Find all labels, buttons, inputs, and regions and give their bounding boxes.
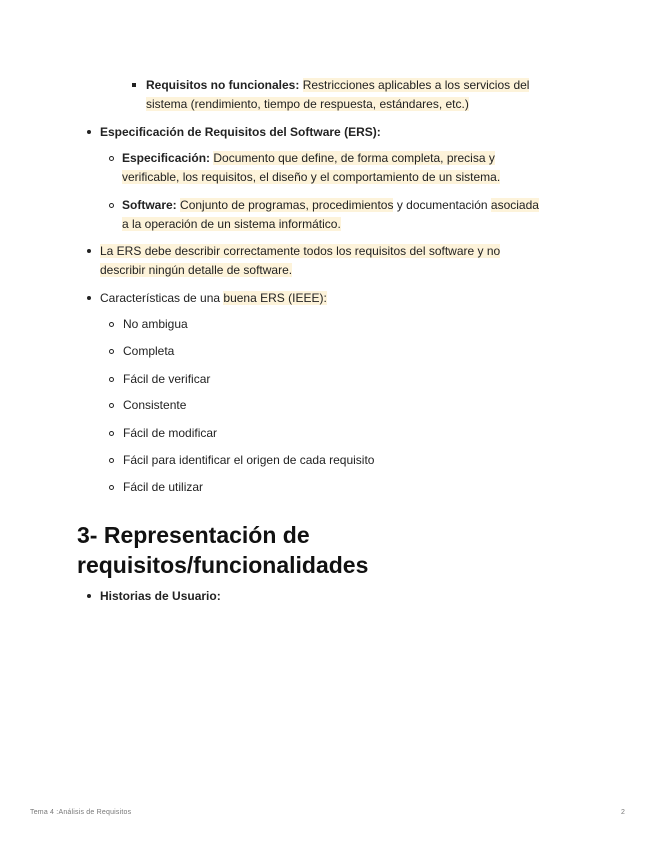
feature-text: Fácil para identificar el origen de cada requisito <box>123 453 375 467</box>
list-bullet <box>87 249 91 253</box>
feature-text: Consistente <box>123 398 187 412</box>
item-text-continued: verificable, los requisitos, el diseño y el comportamiento de un sistema. <box>122 170 501 184</box>
list-bullet <box>109 431 114 436</box>
feature-text: Completa <box>123 344 175 358</box>
list-bullet <box>87 594 91 598</box>
item-label: Requisitos no funcionales: <box>146 78 300 92</box>
item-text: Restricciones aplicables a los servicios del <box>302 78 530 92</box>
item-text-continued: a la operación de un sistema informático. <box>122 217 341 231</box>
feature-text: Fácil de verificar <box>123 372 211 386</box>
item-text-highlight: buena ERS (IEEE): <box>223 291 327 305</box>
item-text: Documento que define, de forma completa, precisa y <box>213 151 495 165</box>
list-bullet <box>109 403 114 408</box>
list-item-feature <box>123 424 217 443</box>
list-bullet <box>109 322 114 327</box>
page-number: 2 <box>621 809 625 816</box>
item-text-highlight: asociada <box>490 198 539 212</box>
item-label: Especificación de Requisitos del Software (ERS): <box>100 125 381 139</box>
item-text: Conjunto de programas, procedimientos <box>180 198 394 212</box>
item-label: Historias de Usuario: <box>100 589 221 603</box>
list-item-feature <box>123 451 374 470</box>
section-heading <box>77 520 577 580</box>
list-bullet <box>109 203 114 208</box>
list-item-caracteristicas <box>100 289 580 308</box>
item-label: Especificación: <box>122 151 211 165</box>
list-bullet <box>109 458 114 463</box>
list-item-feature <box>123 342 174 361</box>
item-text: La ERS debe describir correctamente todos los requisitos del software y no <box>100 244 501 258</box>
list-item-feature <box>123 478 203 497</box>
list-item-feature <box>123 370 210 389</box>
list-item-ers-description <box>100 242 580 280</box>
list-bullet <box>132 83 136 87</box>
list-item-no-funcionales <box>146 76 576 114</box>
list-bullet <box>109 349 114 354</box>
feature-text: Fácil de modificar <box>123 426 218 440</box>
feature-text: No ambigua <box>123 317 188 331</box>
list-bullet <box>87 130 91 134</box>
section-heading-line2: requisitos/funcionalidades <box>77 552 369 578</box>
list-bullet <box>87 296 91 300</box>
item-text-continued: sistema (rendimiento, tiempo de respuesta, estándares, etc.) <box>146 97 469 111</box>
footer-title: Tema 4 :Análisis de Requisitos <box>30 809 132 816</box>
list-bullet <box>109 485 114 490</box>
list-item-historias <box>100 587 580 606</box>
list-item-especificacion <box>122 149 582 187</box>
section-heading-line1: 3- Representación de <box>77 522 310 548</box>
list-item-feature <box>123 396 186 415</box>
list-bullet <box>109 377 114 382</box>
item-label: Software: <box>122 198 177 212</box>
feature-text: Fácil de utilizar <box>123 480 204 494</box>
list-item-software <box>122 196 582 234</box>
list-item-ers <box>100 123 580 142</box>
item-text-continued: describir ningún detalle de software. <box>100 263 293 277</box>
list-bullet <box>109 156 114 161</box>
item-text-plain: y documentación <box>396 198 488 212</box>
item-text: Características de una <box>100 291 221 305</box>
list-item-feature <box>123 315 188 334</box>
